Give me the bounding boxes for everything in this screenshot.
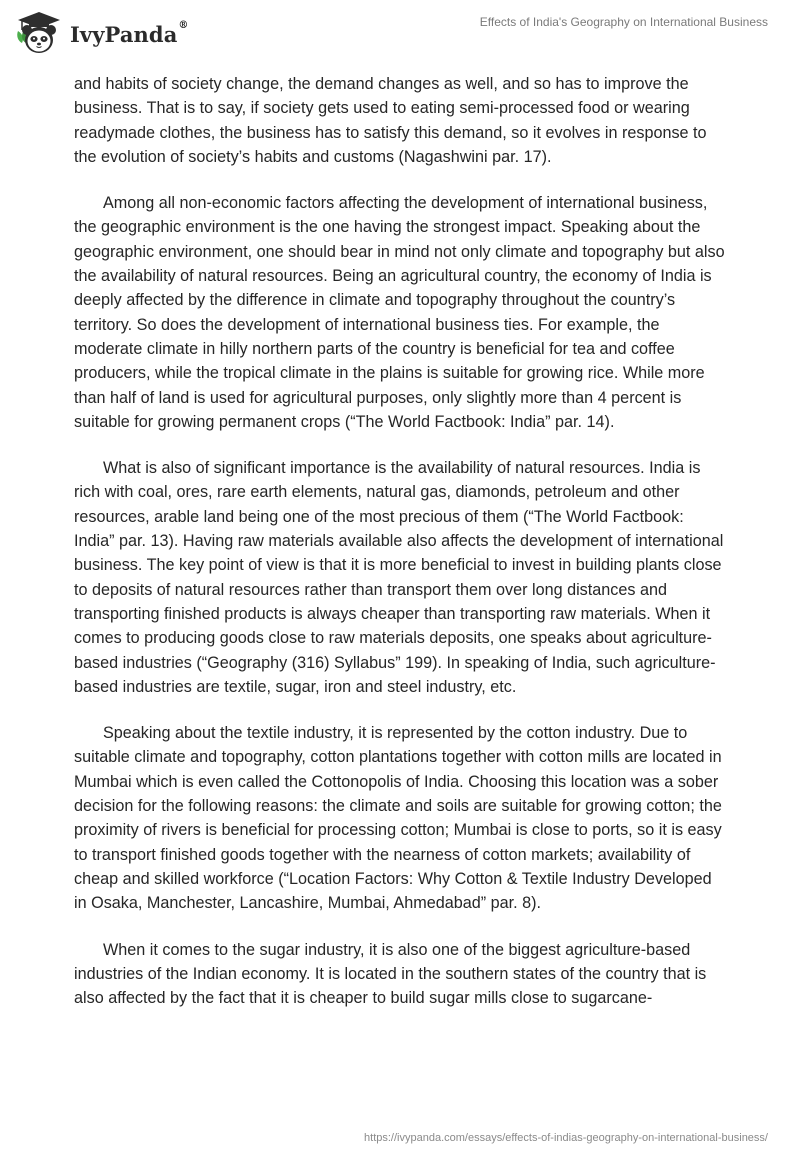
source-url-link[interactable]: https://ivypanda.com/essays/effects-of-indias-geography-on-international-business/ (364, 1132, 768, 1144)
paragraph-3: What is also of significant importance is the availability of natural resources. India is rich with coal, ores, rare earth elements, natural gas, diamonds, petroleum and other resources, arable land being one of the most precious of them (“The World Factbook: India” par. 13). Having raw materials available also affects the development of international business. The key point of view is that it is more beneficial to invest in building plants close to deposits of natural resources rather than transport them over long distances and transporting finished products is always cheaper than transporting raw materials. When it comes to producing goods close to raw materials deposits, one speaks about agriculture-based industries (“Geography (316) Syllabus” 199). In speaking of India, such agriculture-based industries are textile, sugar, iron and steel industry, etc. (74, 459, 724, 696)
ivypanda-logo[interactable] (14, 10, 189, 56)
page-header (0, 0, 800, 66)
paragraph-2: Among all non-economic factors affecting the development of international business, the geographic environment is the one having the strongest impact. Speaking about the geographic environment, one should bear in mind not only climate and topography but also the availability of natural resources. Being an agricultural country, the economy of India is deeply affected by the difference in climate and topography throughout the country’s territory. So does the development of international business ties. For example, the moderate climate in hilly northern parts of the country is beneficial for tea and coffee producers, while the tropical climate in the plains is suitable for growing rice. While more than half of land is used for agricultural purposes, only slightly more than 4 percent is suitable for growing permanent crops (“The World Factbook: India” par. 14). (74, 194, 725, 431)
document-title: Effects of India's Geography on International Business (479, 15, 768, 29)
paragraph-5: When it comes to the sugar industry, it is also one of the biggest agriculture-based industries of the Indian economy. It is located in the southern states of the country that is also affected by the fact that it is cheaper to build sugar mills close to sugarcane- (74, 940, 707, 1008)
paragraph-4: Speaking about the textile industry, it is represented by the cotton industry. Due to suitable climate and topography, cotton plantations together with cotton mills are located in Mumbai which is even called the Cottonopolis of India. Choosing this location was a sober decision for the following reasons: the climate and soils are suitable for growing cotton; the proximity of rivers is beneficial for processing cotton; Mumbai is close to ports, so it is easy to transport finished goods together with the nearness of cotton markets; availability of cheap and skilled workforce (“Location Factors: Why Cotton & Textile Industry Developed in Osaka, Manchester, Lancashire, Mumbai, Ahmedabad” par. 8). (74, 724, 722, 913)
panda-graduate-icon (14, 10, 64, 56)
essay-body (74, 72, 726, 1032)
paragraph-1: and habits of society change, the demand changes as well, and so has to improve the business. That is to say, if society gets used to eating semi-processed food or wearing readymade clothes, the business has to satisfy this demand, so it evolves in response to the evolution of society’s habits and customs (Nagashwini par. 17). (74, 75, 707, 166)
registered-mark: ® (178, 19, 189, 31)
brand-name: IvyPanda® (70, 19, 189, 47)
